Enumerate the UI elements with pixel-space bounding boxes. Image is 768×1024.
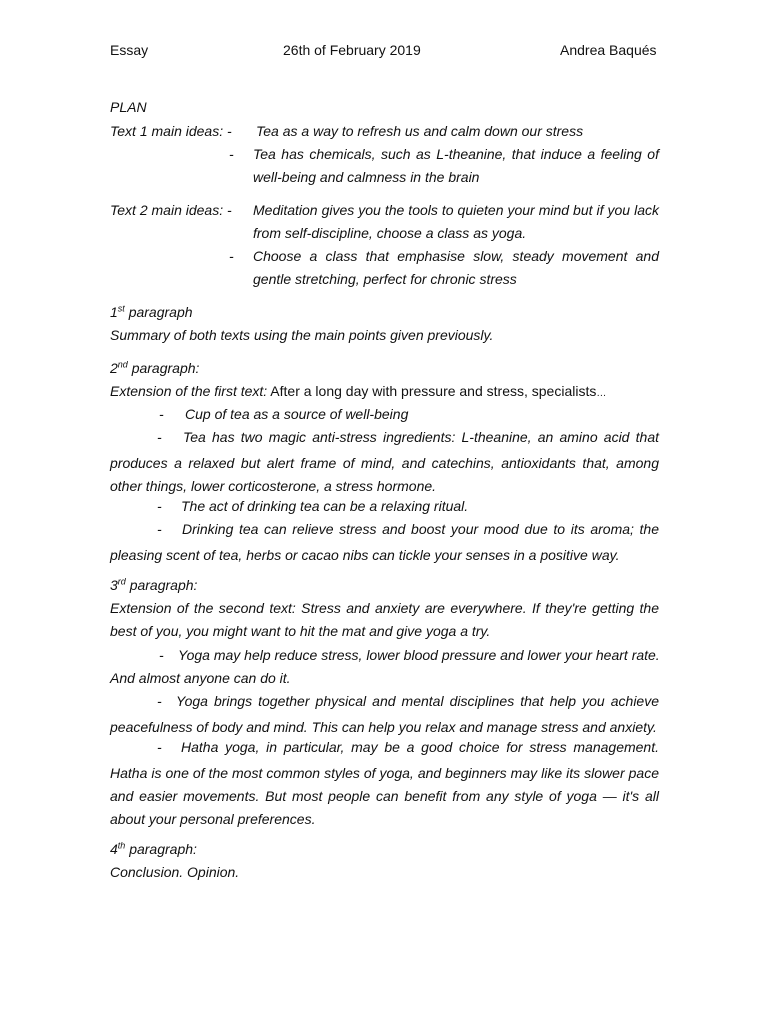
p2-bullet-3: The act of drinking tea can be a relaxing ritual.: [181, 498, 469, 514]
plan-title: PLAN: [110, 99, 147, 115]
bullet-dash: -: [157, 498, 162, 514]
p2-bullet-2-first: Tea has two magic anti-stress ingredients: L-theanine, an amino acid that: [183, 429, 659, 445]
plan-text2-item2-line2: gentle stretching, perfect for chronic stress: [253, 271, 517, 287]
p3-bullet-2-first: Yoga brings together physical and mental disciplines that help you achieve: [176, 693, 659, 709]
p2-extension: Extension of the first text: After a long day with pressure and stress, specialists…: [110, 383, 608, 399]
bullet-dash: -: [157, 521, 162, 537]
plan-text1-item2-line1: Tea has chemicals, such as L-theanine, that induce a feeling of: [253, 146, 659, 162]
p3-bullet-3-first: Hatha yoga, in particular, may be a good choice for stress management.: [181, 739, 659, 755]
plan-text2-item1-line2: from self-discipline, choose a class as yoga.: [253, 225, 527, 241]
p2-bullet-2-rest: produces a relaxed but alert frame of mind, and catechins, antioxidants that, among other things, lower corticosterone, a stress hormone.: [110, 455, 659, 494]
bullet-dash: -: [229, 248, 234, 264]
header-author: Andrea Baqués: [560, 42, 657, 58]
header-title: Essay: [110, 42, 149, 58]
p3-bullet-1-first: Yoga may help reduce stress, lower blood pressure and lower your heart rate.: [178, 647, 660, 663]
p2-bullet-4-first: Drinking tea can relieve stress and boost your mood due to its aroma; the: [182, 521, 659, 537]
p4-text: Conclusion. Opinion.: [110, 864, 240, 880]
p3-extension-line1: Extension of the second text: Stress and anxiety are everywhere. If they're getting the: [110, 600, 659, 616]
bullet-dash: -: [229, 146, 234, 162]
plan-text2-item1-line1: Meditation gives you the tools to quieten your mind but if you lack: [253, 202, 659, 218]
p1-heading: 1st paragraph: [110, 303, 193, 320]
plan-text1-item2-line2: well-being and calmness in the brain: [253, 169, 480, 185]
bullet-dash: -: [157, 739, 162, 755]
p2-heading: 2nd paragraph:: [110, 359, 200, 376]
plan-text1-item1: Tea as a way to refresh us and calm down our stress: [256, 123, 584, 139]
p3-bullet-2-rest: peacefulness of body and mind. This can help you relax and manage stress and anxiety.: [110, 719, 657, 735]
p2-bullet-1: Cup of tea as a source of well-being: [185, 406, 409, 422]
p4-heading: 4th paragraph:: [110, 840, 197, 857]
p2-bullet-4-rest: pleasing scent of tea, herbs or cacao nibs can tickle your senses in a positive way.: [110, 547, 620, 563]
bullet-dash: -: [157, 429, 162, 445]
p3-bullet-3-rest: Hatha is one of the most common styles of yoga, and beginners may like its slower pace and easier movements. But most people can benefit from any style of yoga — it's all about your personal preferences.: [110, 765, 659, 827]
p3-extension-line2: best of you, you might want to hit the mat and give yoga a try.: [110, 623, 491, 639]
plan-text2-label: Text 2 main ideas: -: [110, 202, 232, 218]
bullet-dash: -: [157, 693, 162, 709]
p3-heading: 3rd paragraph:: [110, 576, 198, 593]
bullet-dash: -: [159, 647, 164, 663]
plan-text1-label: Text 1 main ideas: -: [110, 123, 232, 139]
p1-text: Summary of both texts using the main points given previously.: [110, 327, 494, 343]
header-date: 26th of February 2019: [283, 42, 421, 58]
p3-bullet-1-rest: And almost anyone can do it.: [110, 670, 291, 686]
bullet-dash: -: [159, 406, 164, 422]
plan-text2-item2-line1: Choose a class that emphasise slow, steady movement and: [253, 248, 659, 264]
